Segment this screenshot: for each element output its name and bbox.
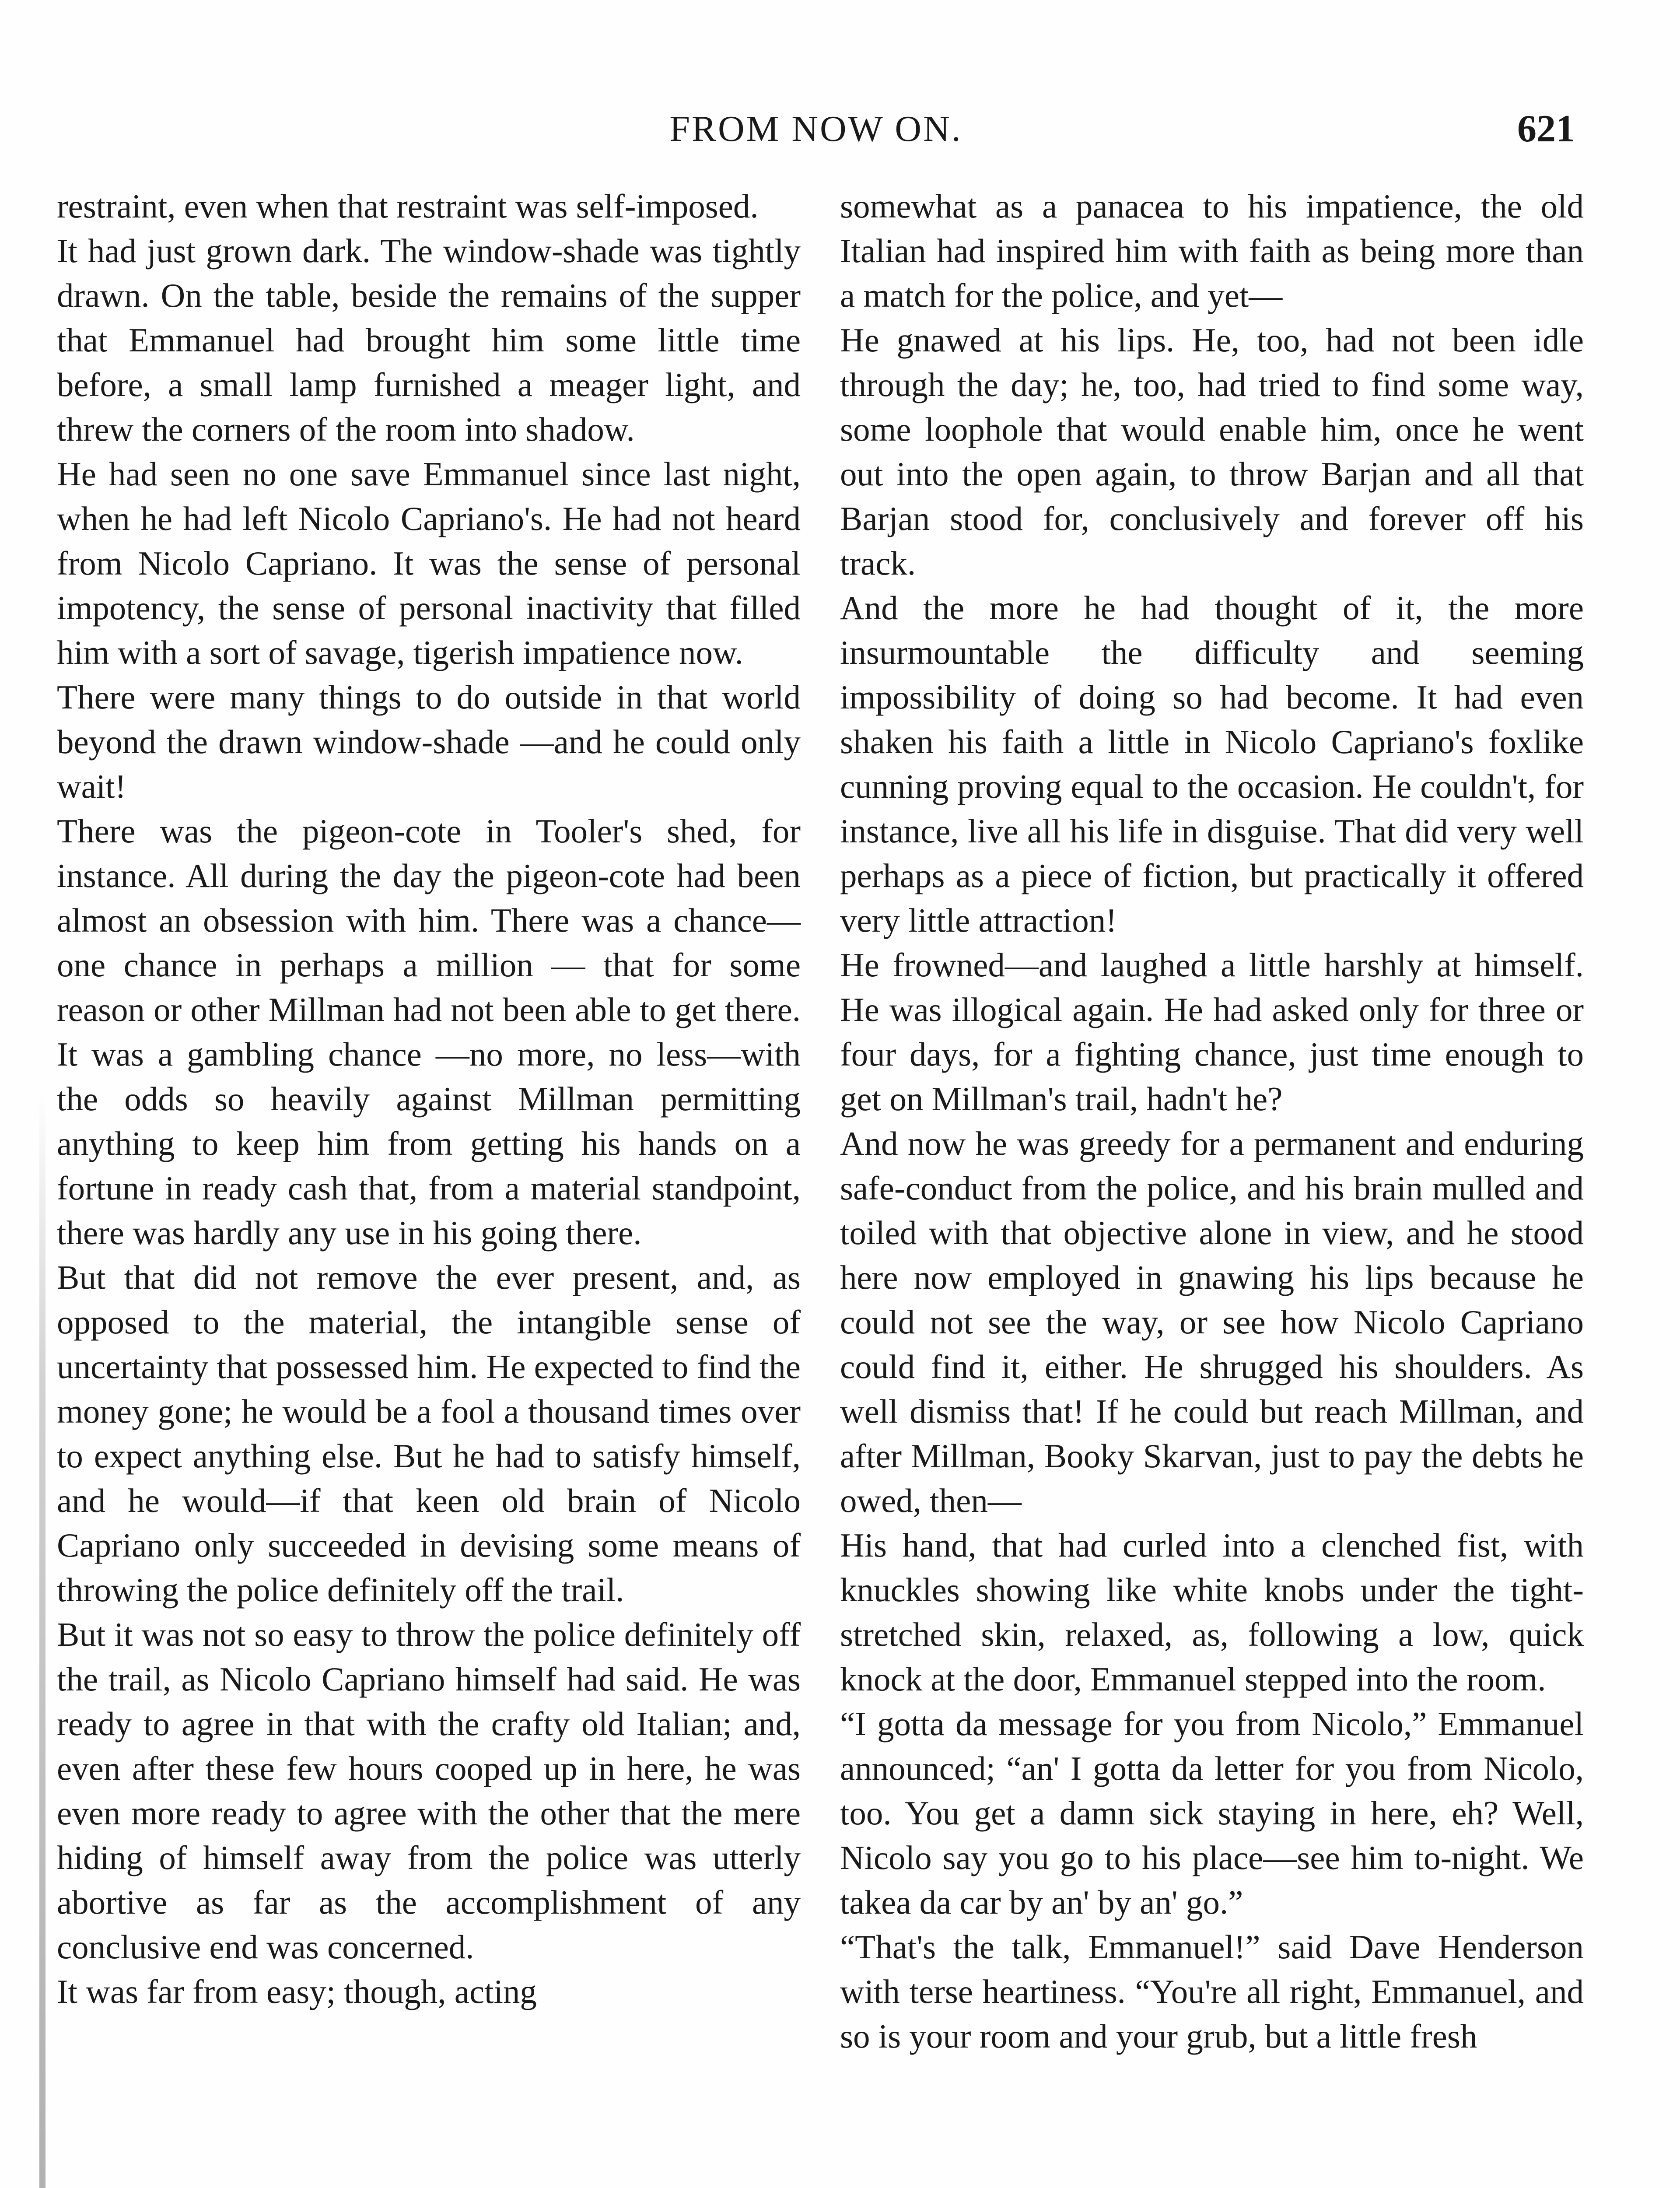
paragraph: And the more he had thought of it, the more insurmountable the difficulty and seeming impossibility of doing so had become. It had even shaken his faith a little in Nicolo Capriano's foxlike cunning proving equal to the occasion. He couldn't, for instance, live all his life in disguise. That did very well perhaps as a piece of fiction, but practically it offered very little attraction! [840,589,1584,939]
paragraph: It had just grown dark. The window-shade was tightly drawn. On the table, beside the remains of the supper that Emmanuel had brought him some little time before, a small lamp furnished a meager light, and threw the corners of the room into shadow. [57,232,801,448]
left-column [57,184,801,2014]
running-head: FROM NOW ON. [669,109,962,149]
paragraph: But it was not so easy to throw the police definitely off the trail, as Nicolo Capriano himself had said. He was ready to agree in that with the crafty old Italian; and, even after these few hours cooped up in here, he was even more ready to agree with the other that the mere hiding of himself away from the police was utterly abortive as far as the accomplishment of any conclusive end was concerned. [57,1616,801,1966]
paragraph: “That's the talk, Emmanuel!” said Dave Henderson with terse heartiness. “You're all right, Emmanuel, and so is your room and your grub, but a little fresh [840,1928,1584,2055]
paragraph: His hand, that had curled into a clenched fist, with knuckles showing like white knobs under the tight-stretched skin, relaxed, as, following a low, quick knock at the door, Emmanuel stepped into the room. [840,1526,1584,1698]
paragraph: “I gotta da message for you from Nicolo,” Emmanuel announced; “an' I gotta da letter for you from Nicolo, too. You get a damn sick staying in here, eh? Well, Nicolo say you go to his place—see him to-night. We takea da car by an' by an' go.” [840,1705,1584,1921]
binding-shadow [39,1094,46,2188]
paragraph: He had seen no one save Emmanuel since last night, when he had left Nicolo Capriano's. He had not heard from Nicolo Capriano. It was the sense of personal impotency, the sense of personal inactivity that filled him with a sort of savage, tigerish impatience now. [57,455,801,671]
paragraph: There was the pigeon-cote in Tooler's shed, for instance. All during the day the pigeon-cote had been almost an obsession with him. There was a chance—one chance in perhaps a million — that for some reason or other Millman had not been able to get there. It was a gambling chance —no more, no less—with the odds so heavily against Millman permitting anything to keep him from getting his hands on a fortune in ready cash that, from a material standpoint, there was hardly any use in his going there. [57,812,801,1252]
paragraph: It was far from easy; though, acting [57,1973,537,2010]
paragraph: He frowned—and laughed a little harshly at himself. He was illogical again. He had asked only for three or four days, for a fighting chance, just time enough to get on Millman's trail, hadn't he? [840,946,1584,1118]
right-column [840,184,1584,2058]
page-header [57,101,1575,158]
page-number: 621 [1517,108,1575,150]
paragraph: restraint, even when that restraint was self-imposed. [57,187,759,225]
paragraph: He gnawed at his lips. He, too, had not been idle through the day; he, too, had tried to find some way, some loophole that would enable him, once he went out into the open again, to throw Barjan and all that Barjan stood for, conclusively and forever off his track. [840,321,1584,582]
paragraph: somewhat as a panacea to his impatience, the old Italian had inspired him with faith as being more than a match for the police, and yet— [840,187,1584,314]
paragraph: But that did not remove the ever present, and, as opposed to the material, the intangible sense of uncertainty that possessed him. He expected to find the money gone; he would be a fool a thousand times over to expect anything else. But he had to satisfy himself, and he would—if that keen old brain of Nicolo Capriano only succeeded in devising some means of throwing the police definitely off the trail. [57,1259,801,1609]
paragraph: There were many things to do outside in that world beyond the drawn window-shade —and he could only wait! [57,678,801,805]
paragraph: And now he was greedy for a permanent and enduring safe-conduct from the police, and his brain mulled and toiled with that objective alone in view, and he stood here now employed in gnawing his lips because he could not see the way, or see how Nicolo Capriano could find it, either. He shrugged his shoulders. As well dismiss that! If he could but reach Millman, and after Millman, Booky Skarvan, just to pay the debts he owed, then— [840,1125,1584,1519]
